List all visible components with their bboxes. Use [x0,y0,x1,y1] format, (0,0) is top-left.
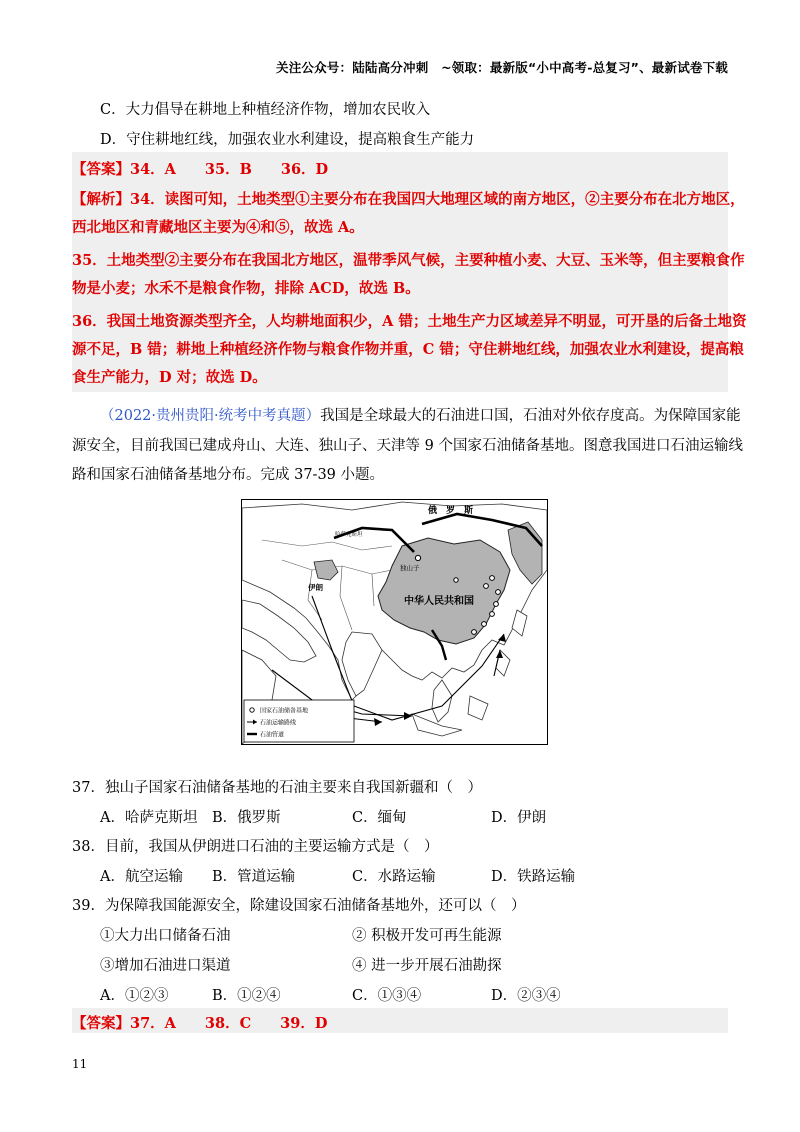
q39-option-c: C．①③④ [352,988,422,1004]
analysis-line-3: 35．土地类型②主要分布在我国北方地区，温带季风气候，主要种植小麦、大豆、玉米等，但主要粮食作 [72,252,745,269]
label-dushanzi: 独山子 [400,564,420,572]
analysis-line-5: 36．我国土地资源类型齐全，人均耕地面积少，A 错；土地生产力区域差异不明显，可开垦的后备土地资 [72,313,747,330]
answer-line-1 [72,158,328,179]
analysis-line-6: 源不足，B 错；耕地上种植经济作物与粮食作物并重，C 错；守住耕地红线，加强农业水利建设，提高粮 [72,341,744,358]
legend-pipeline: 石油管道 [260,731,285,739]
analysis-line-2: 西北地区和青藏地区主要为④和⑤，故选 A。 [72,219,364,236]
base-dushanzi [415,555,420,560]
label-kazakhstan: 哈萨克斯坦 [335,532,363,538]
q39-stem: 39．为保障我国能源安全，除建设国家石油储备基地外，还可以（ ） [72,898,526,914]
q38-option-b: B．管道运输 [212,869,296,885]
q39-option-b: B．①②④ [212,988,281,1004]
answer-block-2 [72,1008,728,1033]
analysis-line-4: 物是小麦；水禾不是粮食作物，排除 ACD，故选 B。 [72,280,420,297]
q37-stem: 37．独山子国家石油储备基地的石油主要来自我国新疆和（ ） [72,780,482,796]
answer-tag: 【答案】 [72,161,130,178]
option-d-prev: D．守住耕地红线，加强农业水利建设，提高粮食生产能力 [100,132,475,148]
q37-option-c: C．缅甸 [352,810,407,826]
map-svg [242,500,547,744]
q37-option-a: A．哈萨克斯坦 [100,810,198,826]
answer-line-2 [72,1012,327,1033]
q39-option-d: D．②③④ [491,988,561,1004]
q38-option-a: A．航空运输 [100,869,183,885]
q39-statement-3: ③增加石油进口渠道 [100,958,231,974]
label-iran: 伊朗 [308,583,323,592]
analysis-tag: 【解析】 [72,191,130,208]
intro-line-1 [100,404,741,425]
label-russia: 俄 罗 斯 [428,506,474,516]
base-2 [490,576,495,581]
intro-line-3: 路和国家石油储备基地分布。完成 37-39 小题。 [72,467,385,483]
q39-statement-2: ② 积极开发可再生能源 [352,928,502,944]
answer-text: 34．A 35．B 36．D [130,161,329,178]
intro-line-2: 源安全，目前我国已建成舟山、大连、独山子、天津等 9 个国家石油储备基地。图意我国进口石油运输线 [72,438,743,454]
base-4 [494,602,499,607]
analysis-line-7: 食生产能力，D 对；故选 D。 [72,369,267,386]
base-8 [454,578,458,582]
q38-stem: 38．目前，我国从伊朗进口石油的主要运输方式是（ ） [72,839,439,855]
q37-option-b: B．俄罗斯 [212,810,281,826]
legend-route: 石油运输路线 [260,719,297,727]
base-6 [482,622,487,627]
base-5 [490,612,495,617]
page-header: 关注公众号：陆陆高分冲刺 ~领取：最新版“小中高考-总复习”、最新试卷下载 [276,60,728,75]
option-c-prev: C．大力倡导在耕地上种植经济作物，增加农民收入 [100,102,431,118]
intro-text-1: 我国是全球最大的石油进口国，石油对外依存度高。为保障国家能 [320,408,741,424]
q39-statement-1: ①大力出口储备石油 [100,928,231,944]
question-source: （2022·贵州贵阳·统考中考真题） [100,408,321,424]
page-number: 11 [72,1057,88,1071]
legend-base: 国家石油储备基地 [260,707,309,715]
answer-tag-2: 【答案】 [72,1015,130,1032]
label-china: 中华人民共和国 [404,596,474,607]
q38-option-d: D．铁路运输 [491,869,576,885]
oil-route-map [241,499,548,745]
answer-analysis-block [72,152,747,392]
q39-statement-4: ④ 进一步开展石油勘探 [352,958,502,974]
analysis-text-1: 34．读图可知，土地类型①主要分布在我国四大地理区域的南方地区，②主要分布在北方地区， [130,191,745,208]
analysis-line-1 [72,188,745,209]
base-1 [484,584,489,589]
q39-option-a: A．①②③ [100,988,169,1004]
q38-option-c: C．水路运输 [352,869,436,885]
base-7 [472,630,477,635]
q37-option-d: D．伊朗 [491,810,547,826]
base-3 [496,590,501,595]
answer-text-2: 37．A 38．C 39．D [130,1015,328,1032]
